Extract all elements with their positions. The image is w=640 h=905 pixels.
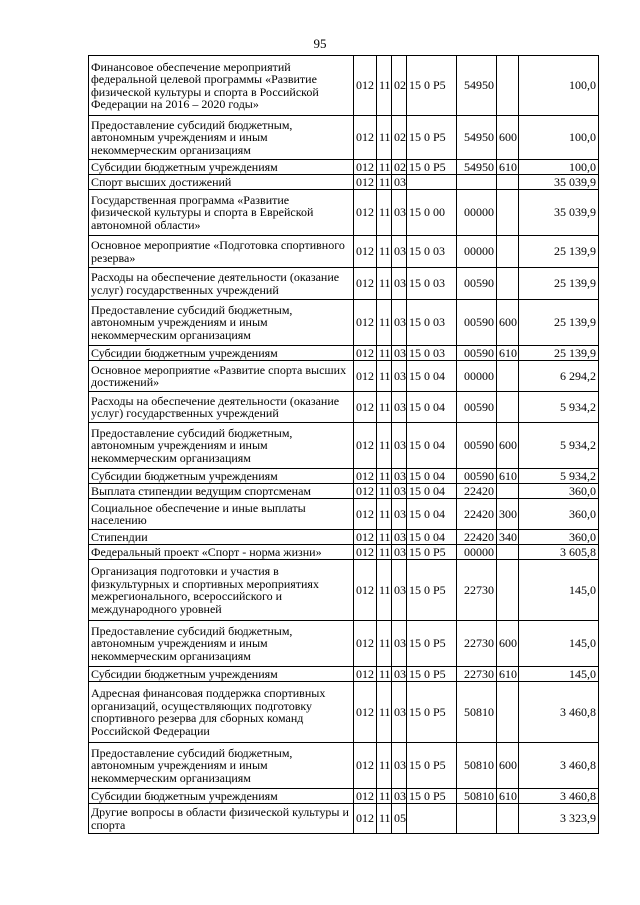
row-name: Предоставление субсидий бюджетным, автономным учреждениям и иным некоммерческим организациям <box>89 743 354 789</box>
row-section-code: 11 <box>377 667 392 682</box>
row-section-code: 11 <box>377 469 392 484</box>
row-name: Субсидии бюджетным учреждениям <box>89 346 354 361</box>
table-row <box>89 621 599 667</box>
row-ved-code: 012 <box>354 560 377 621</box>
row-program-code: 15 0 04 <box>407 361 457 392</box>
row-direction-code: 00590 <box>457 268 497 300</box>
row-expense-type <box>497 392 519 423</box>
row-name: Основное мероприятие «Подготовка спортивного резерва» <box>89 236 354 268</box>
row-expense-type <box>497 484 519 499</box>
row-sum: 25 139,9 <box>519 236 599 268</box>
row-ved-code: 012 <box>354 392 377 423</box>
row-sum: 145,0 <box>519 560 599 621</box>
row-name: Субсидии бюджетным учреждениям <box>89 469 354 484</box>
row-direction-code: 54950 <box>457 160 497 175</box>
table-row <box>89 560 599 621</box>
row-program-code: 15 0 Р5 <box>407 545 457 560</box>
row-section-code: 11 <box>377 56 392 116</box>
row-ved-code: 012 <box>354 268 377 300</box>
row-sum: 100,0 <box>519 160 599 175</box>
row-name: Федеральный проект «Спорт - норма жизни» <box>89 545 354 560</box>
row-section-code: 11 <box>377 423 392 469</box>
row-subsection-code: 03 <box>392 392 407 423</box>
row-section-code: 11 <box>377 361 392 392</box>
row-ved-code: 012 <box>354 530 377 545</box>
row-program-code <box>407 804 457 834</box>
row-name: Расходы на обеспечение деятельности (оказание услуг) государственных учреждений <box>89 392 354 423</box>
row-expense-type <box>497 56 519 116</box>
row-program-code: 15 0 03 <box>407 268 457 300</box>
row-name: Субсидии бюджетным учреждениям <box>89 667 354 682</box>
row-subsection-code: 03 <box>392 530 407 545</box>
row-expense-type: 600 <box>497 116 519 160</box>
table-row <box>89 484 599 499</box>
row-subsection-code: 03 <box>392 621 407 667</box>
row-expense-type <box>497 175 519 190</box>
row-name: Государственная программа «Развитие физической культуры и спорта в Еврейской автономной области» <box>89 190 354 236</box>
row-ved-code: 012 <box>354 667 377 682</box>
row-ved-code: 012 <box>354 160 377 175</box>
row-ved-code: 012 <box>354 346 377 361</box>
row-direction-code: 22730 <box>457 667 497 682</box>
row-subsection-code: 03 <box>392 682 407 743</box>
row-program-code: 15 0 Р5 <box>407 56 457 116</box>
row-program-code: 15 0 03 <box>407 346 457 361</box>
row-sum: 145,0 <box>519 667 599 682</box>
row-subsection-code: 02 <box>392 160 407 175</box>
row-name: Основное мероприятие «Развитие спорта высших достижений» <box>89 361 354 392</box>
row-name: Субсидии бюджетным учреждениям <box>89 789 354 804</box>
row-sum: 145,0 <box>519 621 599 667</box>
row-sum: 360,0 <box>519 499 599 530</box>
row-section-code: 11 <box>377 190 392 236</box>
row-direction-code: 00590 <box>457 346 497 361</box>
row-direction-code: 00000 <box>457 545 497 560</box>
row-expense-type <box>497 682 519 743</box>
row-subsection-code: 03 <box>392 560 407 621</box>
row-direction-code: 00000 <box>457 190 497 236</box>
row-expense-type: 340 <box>497 530 519 545</box>
table-row <box>89 300 599 346</box>
table-row <box>89 667 599 682</box>
row-section-code: 11 <box>377 621 392 667</box>
row-sum: 3 323,9 <box>519 804 599 834</box>
row-direction-code: 00590 <box>457 423 497 469</box>
row-subsection-code: 02 <box>392 56 407 116</box>
row-subsection-code: 03 <box>392 499 407 530</box>
row-ved-code: 012 <box>354 682 377 743</box>
row-subsection-code: 03 <box>392 175 407 190</box>
row-direction-code: 22420 <box>457 530 497 545</box>
row-expense-type <box>497 545 519 560</box>
table-row <box>89 789 599 804</box>
row-section-code: 11 <box>377 789 392 804</box>
row-sum: 3 460,8 <box>519 743 599 789</box>
row-expense-type <box>497 361 519 392</box>
row-ved-code: 012 <box>354 361 377 392</box>
row-subsection-code: 03 <box>392 190 407 236</box>
row-subsection-code: 03 <box>392 361 407 392</box>
row-section-code: 11 <box>377 530 392 545</box>
row-section-code: 11 <box>377 499 392 530</box>
table-row <box>89 499 599 530</box>
table-row <box>89 190 599 236</box>
table-row <box>89 469 599 484</box>
row-program-code: 15 0 Р5 <box>407 743 457 789</box>
row-expense-type: 600 <box>497 743 519 789</box>
row-section-code: 11 <box>377 545 392 560</box>
row-ved-code: 012 <box>354 236 377 268</box>
row-sum: 35 039,9 <box>519 175 599 190</box>
row-direction-code: 00000 <box>457 236 497 268</box>
row-expense-type: 610 <box>497 346 519 361</box>
row-name: Предоставление субсидий бюджетным, автономным учреждениям и иным некоммерческим организациям <box>89 621 354 667</box>
row-sum: 6 294,2 <box>519 361 599 392</box>
table-row <box>89 682 599 743</box>
row-subsection-code: 03 <box>392 667 407 682</box>
row-program-code <box>407 175 457 190</box>
row-expense-type: 610 <box>497 469 519 484</box>
table-row <box>89 175 599 190</box>
row-expense-type <box>497 236 519 268</box>
row-ved-code: 012 <box>354 56 377 116</box>
row-ved-code: 012 <box>354 190 377 236</box>
row-ved-code: 012 <box>354 469 377 484</box>
row-direction-code: 50810 <box>457 682 497 743</box>
row-ved-code: 012 <box>354 175 377 190</box>
row-ved-code: 012 <box>354 545 377 560</box>
row-sum: 5 934,2 <box>519 469 599 484</box>
row-section-code: 11 <box>377 804 392 834</box>
row-program-code: 15 0 04 <box>407 423 457 469</box>
row-section-code: 11 <box>377 560 392 621</box>
row-direction-code <box>457 804 497 834</box>
row-direction-code: 54950 <box>457 56 497 116</box>
row-program-code: 15 0 04 <box>407 484 457 499</box>
row-expense-type <box>497 268 519 300</box>
row-section-code: 11 <box>377 160 392 175</box>
row-subsection-code: 03 <box>392 423 407 469</box>
row-section-code: 11 <box>377 743 392 789</box>
table-row <box>89 804 599 834</box>
row-subsection-code: 02 <box>392 116 407 160</box>
row-sum: 3 460,8 <box>519 789 599 804</box>
table-row <box>89 346 599 361</box>
row-expense-type: 610 <box>497 789 519 804</box>
row-ved-code: 012 <box>354 743 377 789</box>
row-section-code: 11 <box>377 175 392 190</box>
row-expense-type: 600 <box>497 423 519 469</box>
row-expense-type: 600 <box>497 300 519 346</box>
row-program-code: 15 0 03 <box>407 300 457 346</box>
table-row <box>89 236 599 268</box>
row-subsection-code: 03 <box>392 300 407 346</box>
row-subsection-code: 03 <box>392 743 407 789</box>
table-row <box>89 160 599 175</box>
table-row <box>89 116 599 160</box>
row-subsection-code: 03 <box>392 545 407 560</box>
row-direction-code: 00590 <box>457 392 497 423</box>
row-sum: 3 605,8 <box>519 545 599 560</box>
row-sum: 5 934,2 <box>519 423 599 469</box>
row-direction-code: 00590 <box>457 469 497 484</box>
row-direction-code: 22730 <box>457 621 497 667</box>
row-sum: 100,0 <box>519 116 599 160</box>
page-number: 95 <box>313 36 327 51</box>
table-row <box>89 361 599 392</box>
row-program-code: 15 0 00 <box>407 190 457 236</box>
row-name: Адресная финансовая поддержка спортивных организаций, осуществляющих подготовку спортивного резерва для сборных команд Российской Федерации <box>89 682 354 743</box>
row-sum: 3 460,8 <box>519 682 599 743</box>
row-program-code: 15 0 Р5 <box>407 116 457 160</box>
row-name: Организация подготовки и участия в физкультурных и спортивных мероприятиях межрегионального, всероссийского и международного уровней <box>89 560 354 621</box>
row-section-code: 11 <box>377 484 392 499</box>
table-row <box>89 530 599 545</box>
row-expense-type: 610 <box>497 160 519 175</box>
row-subsection-code: 03 <box>392 789 407 804</box>
row-name: Выплата стипендии ведущим спортсменам <box>89 484 354 499</box>
row-program-code: 15 0 Р5 <box>407 160 457 175</box>
row-ved-code: 012 <box>354 499 377 530</box>
table-row <box>89 392 599 423</box>
row-ved-code: 012 <box>354 804 377 834</box>
row-program-code: 15 0 04 <box>407 499 457 530</box>
row-ved-code: 012 <box>354 300 377 346</box>
row-program-code: 15 0 04 <box>407 392 457 423</box>
row-section-code: 11 <box>377 236 392 268</box>
row-direction-code: 22730 <box>457 560 497 621</box>
row-name: Социальное обеспечение и иные выплаты населению <box>89 499 354 530</box>
row-expense-type: 600 <box>497 621 519 667</box>
row-direction-code: 50810 <box>457 789 497 804</box>
row-program-code: 15 0 Р5 <box>407 560 457 621</box>
row-subsection-code: 03 <box>392 346 407 361</box>
table-row <box>89 545 599 560</box>
row-name: Предоставление субсидий бюджетным, автономным учреждениям и иным некоммерческим организациям <box>89 300 354 346</box>
row-ved-code: 012 <box>354 621 377 667</box>
row-section-code: 11 <box>377 392 392 423</box>
row-ved-code: 012 <box>354 116 377 160</box>
row-program-code: 15 0 Р5 <box>407 789 457 804</box>
row-section-code: 11 <box>377 300 392 346</box>
row-direction-code: 50810 <box>457 743 497 789</box>
row-direction-code: 22420 <box>457 484 497 499</box>
row-sum: 360,0 <box>519 484 599 499</box>
row-expense-type <box>497 804 519 834</box>
row-ved-code: 012 <box>354 789 377 804</box>
row-ved-code: 012 <box>354 484 377 499</box>
row-section-code: 11 <box>377 682 392 743</box>
row-program-code: 15 0 Р5 <box>407 667 457 682</box>
row-sum: 25 139,9 <box>519 300 599 346</box>
row-name: Расходы на обеспечение деятельности (оказание услуг) государственных учреждений <box>89 268 354 300</box>
row-name: Спорт высших достижений <box>89 175 354 190</box>
row-sum: 5 934,2 <box>519 392 599 423</box>
row-name: Предоставление субсидий бюджетным, автономным учреждениям и иным некоммерческим организациям <box>89 423 354 469</box>
row-direction-code: 54950 <box>457 116 497 160</box>
row-direction-code: 22420 <box>457 499 497 530</box>
row-program-code: 15 0 03 <box>407 236 457 268</box>
row-subsection-code: 03 <box>392 268 407 300</box>
row-sum: 100,0 <box>519 56 599 116</box>
row-sum: 25 139,9 <box>519 346 599 361</box>
table-row <box>89 56 599 116</box>
row-expense-type <box>497 190 519 236</box>
table-row <box>89 743 599 789</box>
row-program-code: 15 0 Р5 <box>407 682 457 743</box>
row-direction-code: 00590 <box>457 300 497 346</box>
table-row <box>89 423 599 469</box>
row-subsection-code: 03 <box>392 484 407 499</box>
row-expense-type: 610 <box>497 667 519 682</box>
row-name: Предоставление субсидий бюджетным, автономным учреждениям и иным некоммерческим организациям <box>89 116 354 160</box>
row-program-code: 15 0 04 <box>407 530 457 545</box>
row-expense-type: 300 <box>497 499 519 530</box>
row-direction-code: 00000 <box>457 361 497 392</box>
row-name: Стипендии <box>89 530 354 545</box>
row-direction-code <box>457 175 497 190</box>
row-program-code: 15 0 04 <box>407 469 457 484</box>
row-sum: 35 039,9 <box>519 190 599 236</box>
row-expense-type <box>497 560 519 621</box>
row-section-code: 11 <box>377 346 392 361</box>
row-section-code: 11 <box>377 116 392 160</box>
row-name: Финансовое обеспечение мероприятий федеральной целевой программы «Развитие физической культуры и спорта в Российской Федерации на 2016 – 2020 годы» <box>89 56 354 116</box>
table-row <box>89 268 599 300</box>
row-name: Субсидии бюджетным учреждениям <box>89 160 354 175</box>
row-section-code: 11 <box>377 268 392 300</box>
budget-table <box>88 55 599 834</box>
table-body <box>89 56 599 834</box>
row-subsection-code: 03 <box>392 236 407 268</box>
row-sum: 360,0 <box>519 530 599 545</box>
row-sum: 25 139,9 <box>519 268 599 300</box>
row-ved-code: 012 <box>354 423 377 469</box>
row-program-code: 15 0 Р5 <box>407 621 457 667</box>
row-subsection-code: 05 <box>392 804 407 834</box>
row-subsection-code: 03 <box>392 469 407 484</box>
row-name: Другие вопросы в области физической культуры и спорта <box>89 804 354 834</box>
